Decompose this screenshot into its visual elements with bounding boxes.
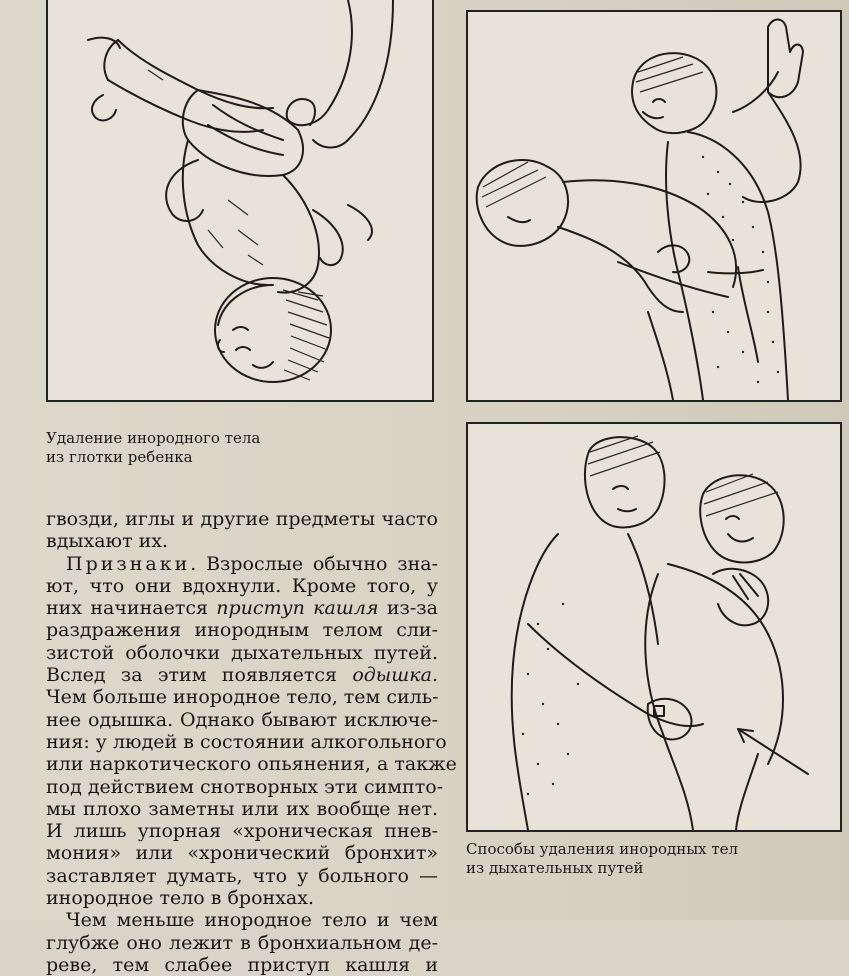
- figure-right-bottom-frame: [466, 422, 842, 832]
- body-text: [46, 508, 457, 976]
- text-line: мы плохо заметны или их вообще нет.: [46, 797, 438, 820]
- figure-right-caption: [466, 840, 796, 878]
- text-line: гвозди, иглы и другие предметы часто: [46, 508, 438, 530]
- term-dyspnea: одышка.: [352, 664, 438, 687]
- term-priznaki: Признаки: [66, 552, 191, 575]
- figure-left-frame: [46, 0, 434, 402]
- figure-left-caption: [46, 429, 306, 467]
- text-fragment: них начинается: [46, 597, 217, 620]
- back-blows-illustration: [468, 12, 840, 400]
- figure-right-top-frame: [466, 10, 842, 402]
- text-line: Чем больше инородное тело, тем силь-: [46, 686, 439, 709]
- term-cough-attack: приступ кашля: [216, 597, 379, 620]
- figure-left-caption-line-1: Удаление инородного тела: [46, 429, 261, 447]
- text-line: инородное тело в бронхах.: [46, 887, 314, 910]
- text-line: Чем меньше инородное тело и чем: [66, 909, 438, 932]
- heimlich-maneuver-illustration: [468, 424, 840, 830]
- text-line: зистой оболочки дыхательных путей.: [46, 641, 438, 664]
- figure-right-caption-line-2: из дыхательных путей: [466, 859, 644, 877]
- figure-left-caption-line-2: из глотки ребенка: [46, 448, 193, 466]
- text-line: [46, 664, 438, 686]
- text-line: или наркотического опьянения, а также: [46, 753, 457, 776]
- text-line: под действием снотворных эти симпто-: [46, 775, 444, 798]
- text-fragment: Вслед за этим появляется: [46, 664, 353, 687]
- infant-upside-down-illustration: [48, 0, 432, 400]
- text-fragment: . Взрослые обычно зна-: [190, 552, 438, 575]
- figure-right-caption-line-1: Способы удаления инородных тел: [466, 840, 739, 858]
- text-line: нее одышка. Однако бывают исключе-: [46, 708, 438, 731]
- text-line: [46, 597, 438, 619]
- text-line: вдыхают их.: [46, 530, 169, 553]
- text-line: реве, тем слабее приступ кашля и: [46, 953, 438, 976]
- text-line: мония» или «хронический бронхит»: [46, 842, 438, 865]
- text-line: заставляет думать, что у больного —: [46, 864, 438, 887]
- text-line: [46, 553, 438, 575]
- text-line: ют, что они вдохнули. Кроме того, у: [46, 574, 438, 597]
- text-line: раздражения инородным телом сли-: [46, 619, 438, 642]
- text-line: глубже оно лежит в бронхиальном де-: [46, 931, 438, 954]
- text-fragment: из-за: [378, 597, 438, 620]
- text-line: ния: у людей в состоянии алкогольного: [46, 730, 447, 753]
- text-line: И лишь упорная «хроническая пнев-: [46, 820, 438, 843]
